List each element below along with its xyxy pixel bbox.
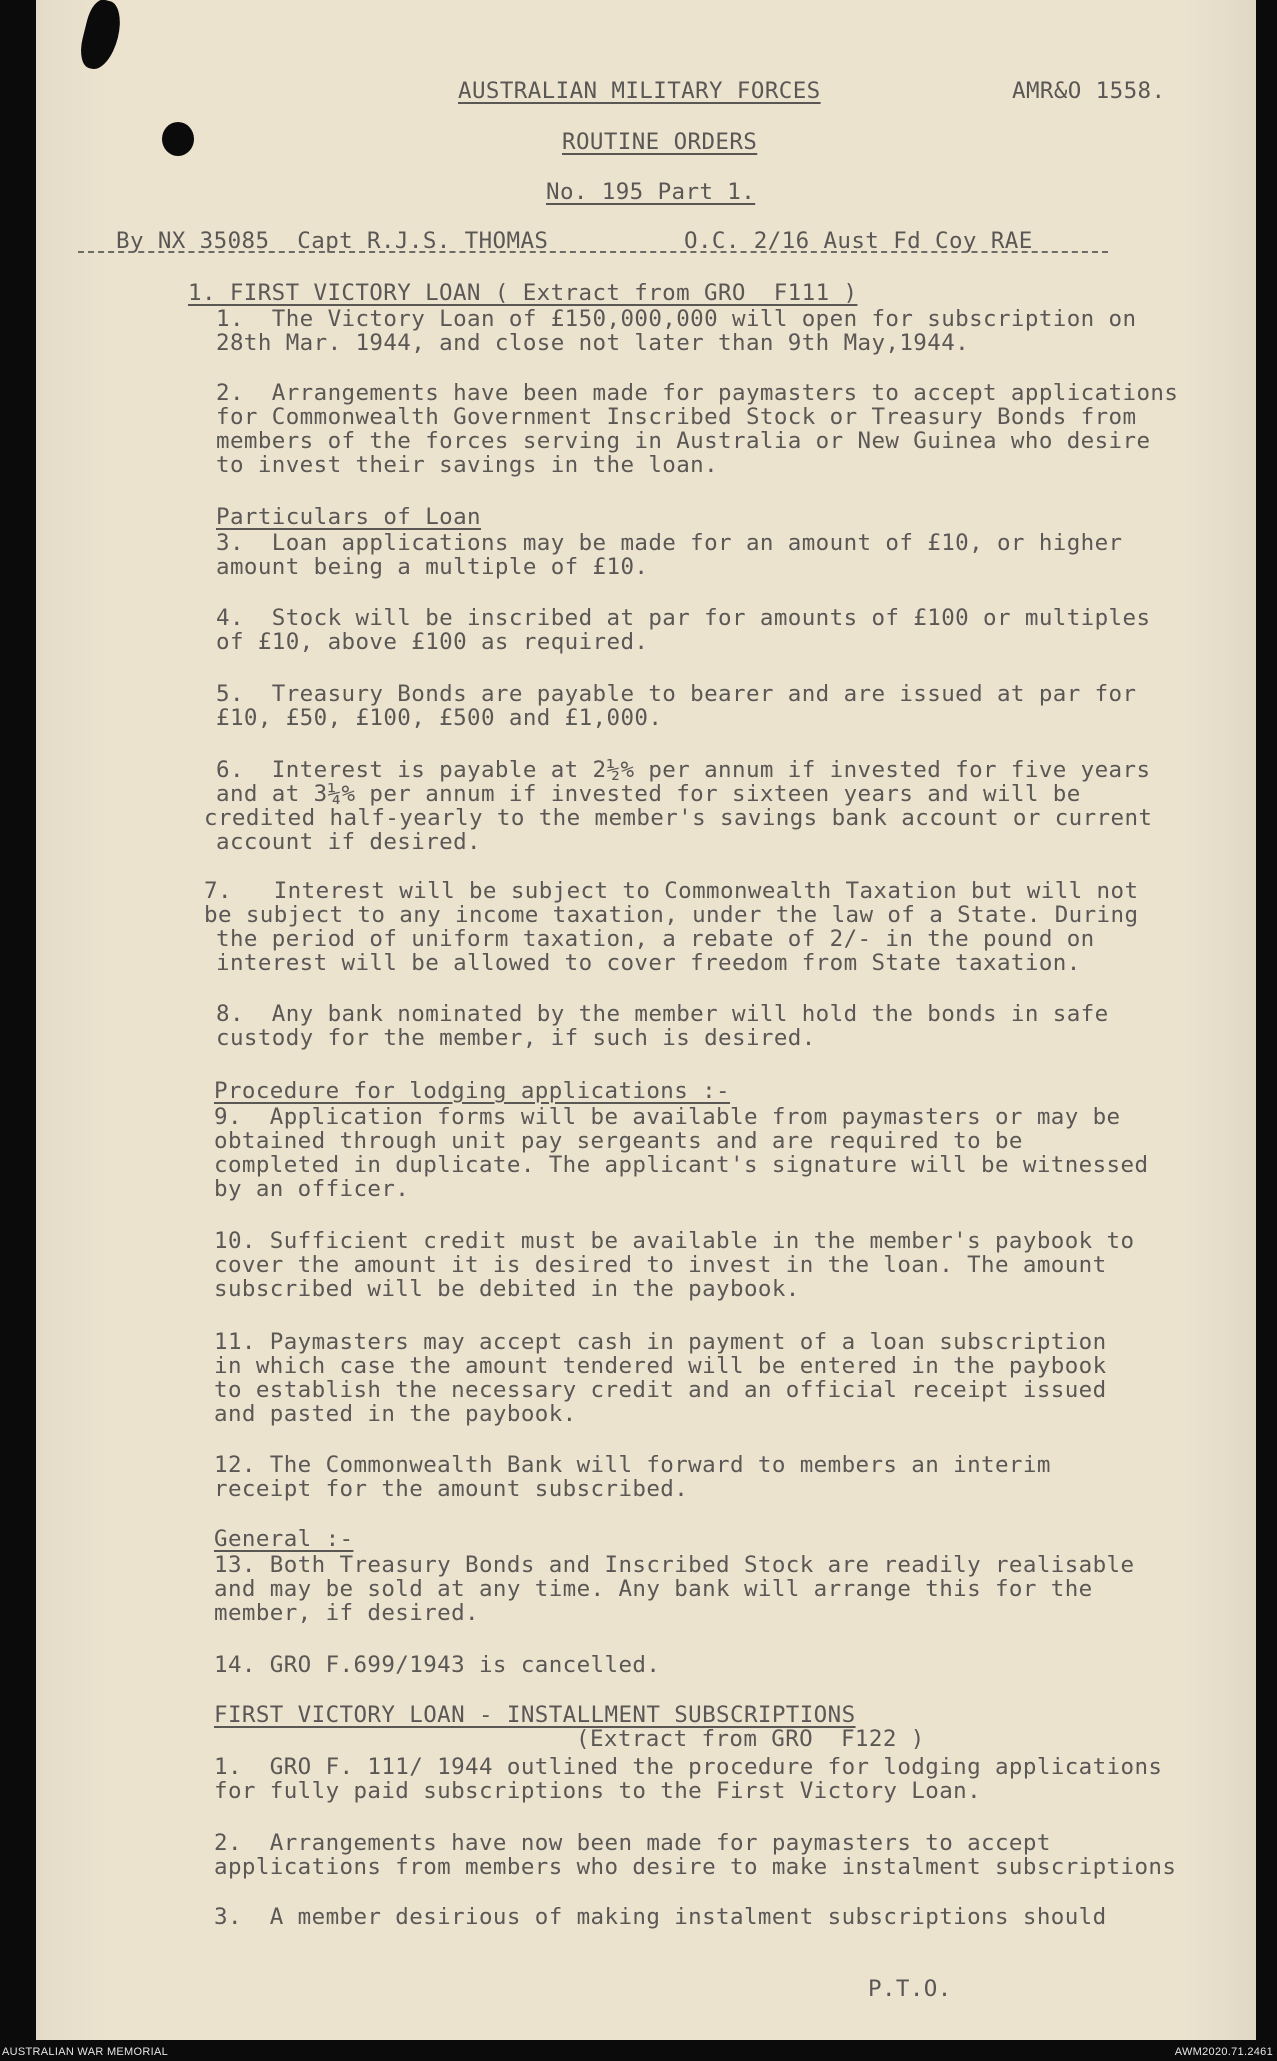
paragraph-line: receipt for the amount subscribed. bbox=[214, 1476, 689, 1502]
paragraph-line: applications from members who desire to make instalment subscriptions bbox=[214, 1854, 1177, 1880]
paragraph-line: 7. Interest will be subject to Commonwealth Taxation but will not bbox=[204, 878, 1139, 904]
paragraph-line: 12. The Commonwealth Bank will forward to members an interim bbox=[214, 1452, 1051, 1478]
paragraph-line: 2. Arrangements have been made for paymasters to accept applications bbox=[216, 380, 1179, 406]
paragraph-line: to invest their savings in the loan. bbox=[216, 452, 719, 478]
footer-institution: AUSTRALIAN WAR MEMORIAL bbox=[2, 2046, 169, 2058]
subheading: Procedure for lodging applications :- bbox=[214, 1078, 731, 1104]
header-subtitle: ROUTINE ORDERS bbox=[562, 129, 758, 155]
paragraph-line: for Commonwealth Government Inscribed Stock or Treasury Bonds from bbox=[216, 404, 1137, 430]
paragraph-line: members of the forces serving in Australia or New Guinea who desire bbox=[216, 428, 1151, 454]
paragraph-line: account if desired. bbox=[216, 829, 481, 855]
paragraph-line: 3. Loan applications may be made for an amount of £10, or higher bbox=[216, 530, 1123, 556]
section-heading: 1. FIRST VICTORY LOAN ( Extract from GRO F111 ) bbox=[188, 280, 858, 306]
paragraph-line: 6. Interest is payable at 2½% per annum if invested for five years bbox=[216, 757, 1151, 783]
paragraph-line: 4. Stock will be inscribed at par for amounts of £100 or multiples bbox=[216, 605, 1151, 631]
paragraph-line: be subject to any income taxation, under the law of a State. During bbox=[204, 902, 1139, 928]
paragraph-line: by an officer. bbox=[214, 1176, 410, 1202]
order-reference: AMR&O 1558. bbox=[1012, 78, 1166, 104]
paragraph-line: 10. Sufficient credit must be available in the member's paybook to bbox=[214, 1228, 1135, 1254]
paragraph-line: cover the amount it is desired to invest in the loan. The amount bbox=[214, 1252, 1107, 1278]
paragraph-line: 3. A member desirious of making instalment subscriptions should bbox=[214, 1904, 1107, 1930]
subheading: Particulars of Loan bbox=[216, 504, 481, 530]
paragraph-line: 8. Any bank nominated by the member will hold the bonds in safe bbox=[216, 1001, 1109, 1027]
paragraph-line: and at 3¼% per annum if invested for sixteen years and will be bbox=[216, 781, 1081, 807]
paragraph-line: £10, £50, £100, £500 and £1,000. bbox=[216, 705, 663, 731]
header-divider bbox=[78, 251, 1108, 253]
paragraph-line: for fully paid subscriptions to the First Victory Loan. bbox=[214, 1778, 982, 1804]
paragraph-line: 28th Mar. 1944, and close not later than 9th May,1944. bbox=[216, 330, 970, 356]
paragraph-line: custody for the member, if such is desired. bbox=[216, 1025, 816, 1051]
header-title: AUSTRALIAN MILITARY FORCES bbox=[458, 78, 821, 104]
paragraph-line: to establish the necessary credit and an official receipt issued bbox=[214, 1377, 1107, 1403]
paragraph-line: obtained through unit pay sergeants and are required to be bbox=[214, 1128, 1023, 1154]
subheading: General :- bbox=[214, 1526, 354, 1552]
paragraph-line: 1. The Victory Loan of £150,000,000 will open for subscription on bbox=[216, 306, 1137, 332]
paragraph-line: 1. GRO F. 111/ 1944 outlined the procedure for lodging applications bbox=[214, 1754, 1163, 1780]
paragraph-line: subscribed will be debited in the paybook. bbox=[214, 1276, 800, 1302]
paragraph-line: 9. Application forms will be available from paymasters or may be bbox=[214, 1104, 1121, 1130]
ink-blot bbox=[76, 0, 126, 73]
extract-reference: (Extract from GRO F122 ) bbox=[576, 1726, 925, 1752]
issued-by: By NX 35085 Capt R.J.S. THOMAS bbox=[116, 228, 549, 254]
paragraph-line: amount being a multiple of £10. bbox=[216, 554, 649, 580]
paragraph-line: 14. GRO F.699/1943 is cancelled. bbox=[214, 1652, 661, 1678]
paragraph-line: 2. Arrangements have now been made for paymasters to accept bbox=[214, 1830, 1051, 1856]
page-turn-marker: P.T.O. bbox=[868, 1976, 952, 2002]
order-number: No. 195 Part 1. bbox=[546, 179, 756, 205]
paragraph-line: credited half-yearly to the member's savings bank account or current bbox=[204, 805, 1153, 831]
paragraph-line: and may be sold at any time. Any bank will arrange this for the bbox=[214, 1576, 1093, 1602]
paragraph-line: interest will be allowed to cover freedom from State taxation. bbox=[216, 950, 1081, 976]
paragraph-line: member, if desired. bbox=[214, 1600, 479, 1626]
paragraph-line: completed in duplicate. The applicant's signature will be witnessed bbox=[214, 1152, 1149, 1178]
section-heading: FIRST VICTORY LOAN - INSTALLMENT SUBSCRIPTIONS bbox=[214, 1702, 856, 1728]
paragraph-line: 13. Both Treasury Bonds and Inscribed Stock are readily realisable bbox=[214, 1552, 1135, 1578]
footer-accession-number: AWM2020.71.2461 bbox=[1174, 2046, 1273, 2058]
paragraph-line: the period of uniform taxation, a rebate of 2/- in the pound on bbox=[216, 926, 1095, 952]
archive-footer bbox=[0, 2046, 1277, 2061]
document-page bbox=[36, 0, 1256, 2040]
punch-hole bbox=[162, 122, 194, 156]
paragraph-line: in which case the amount tendered will be entered in the paybook bbox=[214, 1353, 1107, 1379]
issuing-unit: O.C. 2/16 Aust Fd Coy RAE bbox=[684, 228, 1033, 254]
paragraph-line: 5. Treasury Bonds are payable to bearer and are issued at par for bbox=[216, 681, 1137, 707]
paragraph-line: 11. Paymasters may accept cash in payment of a loan subscription bbox=[214, 1329, 1107, 1355]
paragraph-line: and pasted in the paybook. bbox=[214, 1401, 577, 1427]
paragraph-line: of £10, above £100 as required. bbox=[216, 629, 649, 655]
